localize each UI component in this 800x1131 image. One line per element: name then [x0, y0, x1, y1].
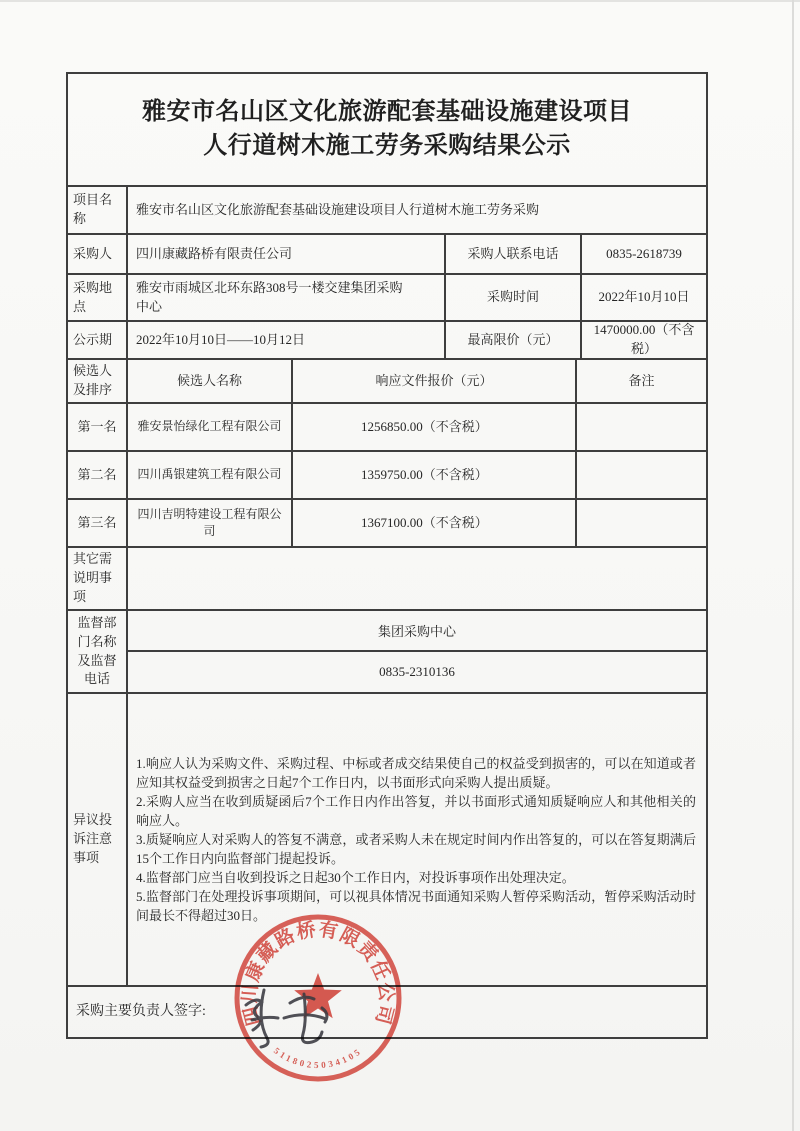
objection-body	[128, 694, 706, 985]
candidate-3-name: 四川吉明特建设工程有限公司	[128, 500, 293, 546]
publicity-label: 公示期	[68, 322, 128, 358]
candidate-1-rank: 第一名	[68, 404, 128, 450]
objection-item-4: 4.监督部门应当自收到投诉之日起30个工作日内，对投诉事项作出处理决定。	[136, 870, 575, 885]
candidate-3-note	[577, 500, 706, 546]
candidates-rank-header: 候选人及排序	[68, 360, 128, 402]
publicity-row	[68, 322, 706, 360]
purchaser-label: 采购人	[68, 235, 128, 273]
other-notes-value	[128, 548, 706, 609]
objection-item-2: 2.采购人应当在收到质疑函后7个工作日内作出答复，并以书面形式通知质疑响应人和其他相关的响应人。	[136, 794, 696, 828]
other-notes-row	[68, 548, 706, 611]
objection-label: 异议投诉注意事项	[68, 694, 128, 985]
candidates-header-row	[68, 360, 706, 404]
candidate-3-bid: 1367100.00（不含税）	[293, 500, 577, 546]
scan-top-edge	[0, 0, 800, 2]
location-value: 雅安市雨城区北环东路308号一楼交建集团采购中心	[128, 275, 446, 320]
project-name-row	[68, 187, 706, 235]
candidates-note-header: 备注	[628, 372, 655, 388]
objection-item-1: 1.响应人认为采购文件、采购过程、中标或者成交结果使自己的权益受到损害的，可以在知道或者应知其权益受到损害之日起7个工作日内，以书面形式向采购人提出质疑。	[136, 756, 696, 790]
candidate-1-note	[577, 404, 706, 450]
supervision-label: 监督部门名称及监督电话	[68, 611, 128, 692]
publicity-value: 2022年10月10日——10月12日	[128, 322, 446, 358]
purchaser-name: 四川康藏路桥有限责任公司	[128, 235, 446, 273]
purchaser-phone-value: 0835-2618739	[606, 245, 682, 261]
candidate-row-3	[68, 500, 706, 548]
max-price-value: 1470000.00（不含税）	[593, 322, 695, 356]
candidate-row-1	[68, 404, 706, 452]
supervision-row	[68, 611, 706, 694]
candidate-2-name: 四川禹银建筑工程有限公司	[128, 452, 293, 498]
supervision-department: 集团采购中心	[128, 611, 706, 652]
signature-row	[68, 987, 706, 1037]
candidate-3-rank: 第三名	[68, 500, 128, 546]
other-notes-label: 其它需说明事项	[68, 548, 128, 609]
location-row	[68, 275, 706, 322]
supervision-phone: 0835-2310136	[379, 664, 455, 679]
candidate-2-rank: 第二名	[68, 452, 128, 498]
objection-item-5: 5.监督部门在处理投诉事项期间，可以视具体情况书面通知采购人暂停采购活动，暂停采购活动时间最长不得超过30日。	[136, 889, 696, 923]
seal-serial-number: 5118025034105	[271, 1045, 365, 1071]
candidate-2-bid: 1359750.00（不含税）	[293, 452, 577, 498]
max-price-label: 最高限价（元）	[446, 322, 582, 358]
scan-right-edge	[792, 0, 794, 1131]
purchase-time-value: 2022年10月10日	[598, 289, 690, 305]
objection-item-3: 3.质疑响应人对采购人的答复不满意，或者采购人未在规定时间内作出答复的，可以在答复期满后15个工作日内向监督部门提起投诉。	[136, 832, 696, 866]
purchaser-phone-label: 采购人联系电话	[446, 235, 582, 273]
purchase-time-label: 采购时间	[446, 275, 582, 320]
supervision-values	[128, 611, 706, 692]
title-line-1: 雅安市名山区文化旅游配套基础设施建设项目	[142, 98, 632, 125]
announcement-table	[66, 72, 708, 1039]
candidates-name-header: 候选人名称	[128, 360, 293, 402]
candidate-1-name: 雅安景怡绿化工程有限公司	[128, 404, 293, 450]
location-label: 采购地点	[68, 275, 128, 320]
candidates-bid-header: 响应文件报价（元）	[293, 360, 577, 402]
candidate-row-2	[68, 452, 706, 500]
signature-label: 采购主要负责人签字:	[76, 1003, 206, 1019]
page-title	[142, 96, 632, 163]
project-name-value: 雅安市名山区文化旅游配套基础设施建设项目人行道树木施工劳务采购	[136, 201, 540, 217]
title-row	[68, 74, 706, 187]
objection-row	[68, 694, 706, 987]
title-line-2: 人行道树木施工劳务采购结果公示	[203, 132, 571, 159]
purchaser-row	[68, 235, 706, 275]
candidate-1-bid: 1256850.00（不含税）	[293, 404, 577, 450]
candidate-2-note	[577, 452, 706, 498]
seal-company-text: 四川康藏路桥有限责任公司	[239, 919, 397, 1028]
project-name-label: 项目名称	[68, 187, 128, 233]
